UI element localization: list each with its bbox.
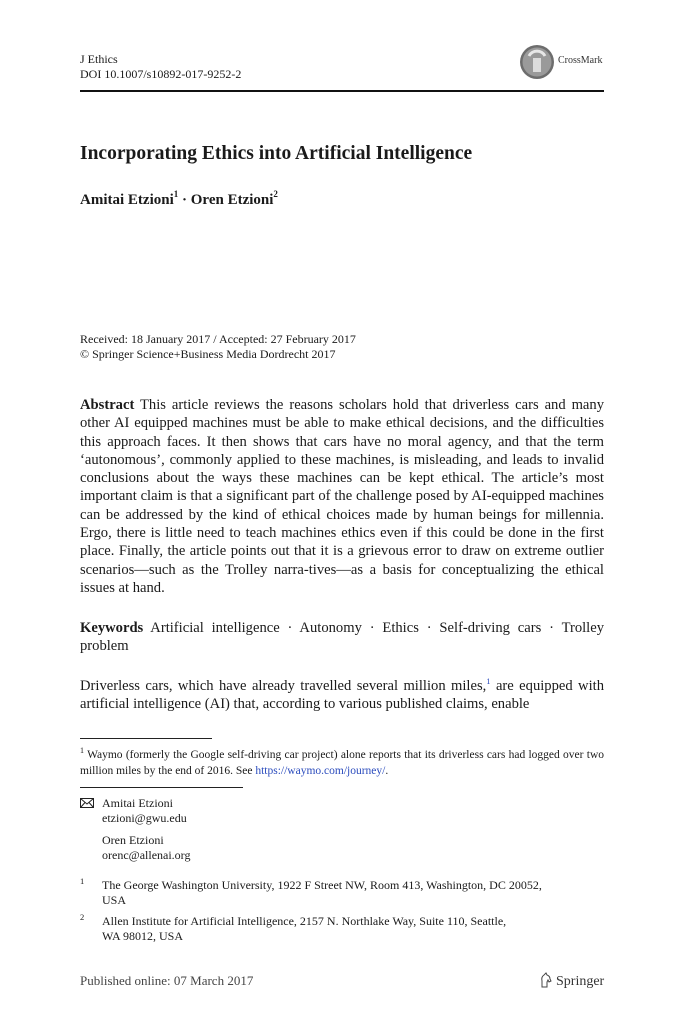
article-dates — [80, 332, 356, 362]
envelope-icon[interactable] — [80, 798, 94, 808]
contact-name: Oren Etzioni — [102, 833, 164, 847]
affiliation-number: 1 — [80, 876, 85, 886]
crossmark-icon[interactable] — [519, 44, 555, 80]
affiliation-line: WA 98012, USA — [102, 929, 184, 943]
article-title: Incorporating Ethics into Artificial Intelligence — [80, 143, 473, 164]
received-accepted: Received: 18 January 2017 / Accepted: 27 February 2017 — [80, 332, 356, 346]
footnote-link[interactable]: https://waymo.com/journey/ — [255, 764, 386, 777]
footnote-text: Waymo (formerly the Google self-driving car project) alone reports that its driverless cars had logged over two million miles by the end of 2016. See — [80, 748, 604, 777]
publisher-name: Springer — [556, 974, 605, 989]
crossmark-label[interactable]: CrossMark — [558, 55, 603, 66]
body-text-end: are equipped with artificial intelligence (AI) that, according to various published claims, enable — [80, 678, 608, 713]
keywords-text: Artificial intelligence · Autonomy · Ethics · Self-driving cars · Trolley problem — [80, 620, 605, 655]
contact-author-2 — [102, 833, 190, 863]
affiliation-line: Allen Institute for Artificial Intelligence, 2157 N. Northlake Way, Suite 110, Seattle, — [102, 914, 507, 928]
footnote-rule — [80, 738, 212, 739]
footnote-number: 1 — [80, 746, 84, 755]
copyright: © Springer Science+Business Media Dordrecht 2017 — [80, 347, 336, 361]
journal-name: J Ethics — [80, 52, 118, 66]
keywords — [80, 619, 604, 656]
abstract — [80, 396, 604, 597]
published-online: Published online: 07 March 2017 — [80, 973, 254, 988]
footnote-ref[interactable]: 1 — [486, 676, 491, 687]
publisher-logo[interactable] — [539, 972, 604, 990]
author-list — [80, 190, 278, 209]
affiliation-number: 2 — [80, 912, 85, 922]
affiliation-line: The George Washington University, 1922 F Street NW, Room 413, Washington, DC 20052, — [102, 878, 542, 892]
contact-name: Amitai Etzioni — [102, 796, 173, 810]
keywords-label: Keywords — [80, 620, 144, 636]
journal-header — [80, 52, 241, 82]
author-separator: · — [178, 192, 191, 208]
footnote — [80, 743, 604, 779]
springer-horse-icon — [539, 972, 553, 988]
body-text-start: Driverless cars, which have already travelled several million miles, — [80, 678, 487, 694]
affiliation-rule — [80, 787, 243, 788]
author-affiliation-ref: 1 — [173, 189, 179, 199]
author-name[interactable]: Oren Etzioni — [190, 192, 274, 208]
contact-email[interactable]: etzioni@gwu.edu — [102, 811, 187, 825]
abstract-text: This article reviews the reasons scholars hold that driverless cars and many other AI equipped machines must be able to make ethical decisions, and the difficulties this approach faces. It then shows that cars have no moral agency, and that the term ‘autonomous’, commonly applied to these machines, is misleading, and leads to invalid conclusions about the ways these machines can be kept ethical. The article’s most important claim is that a significant part of the challenge posed by AI-equipped machines can be addressed by the kind of ethical choices made by human beings for millennia. Ergo, there is little need to teach machines ethics even if this could be done in the first place. Finally, the article points out that it is a grievous error to draw on extreme outlier scenarios—such as the Trolley narra-tives—as a basis for conceptualizing the ethical issues at hand. — [80, 397, 604, 596]
affiliation-1 — [102, 878, 602, 908]
doi[interactable]: DOI 10.1007/s10892-017-9252-2 — [80, 67, 242, 81]
author-name[interactable]: Amitai Etzioni — [80, 192, 174, 208]
abstract-label: Abstract — [80, 397, 135, 413]
body-paragraph — [80, 676, 608, 714]
author-affiliation-ref: 2 — [273, 189, 278, 199]
contact-author-1 — [102, 796, 187, 826]
footnote-end: . — [385, 764, 389, 777]
header-rule — [80, 90, 604, 92]
affiliation-line: USA — [102, 893, 127, 907]
affiliation-2 — [102, 914, 602, 944]
contact-email[interactable]: orenc@allenai.org — [102, 848, 191, 862]
